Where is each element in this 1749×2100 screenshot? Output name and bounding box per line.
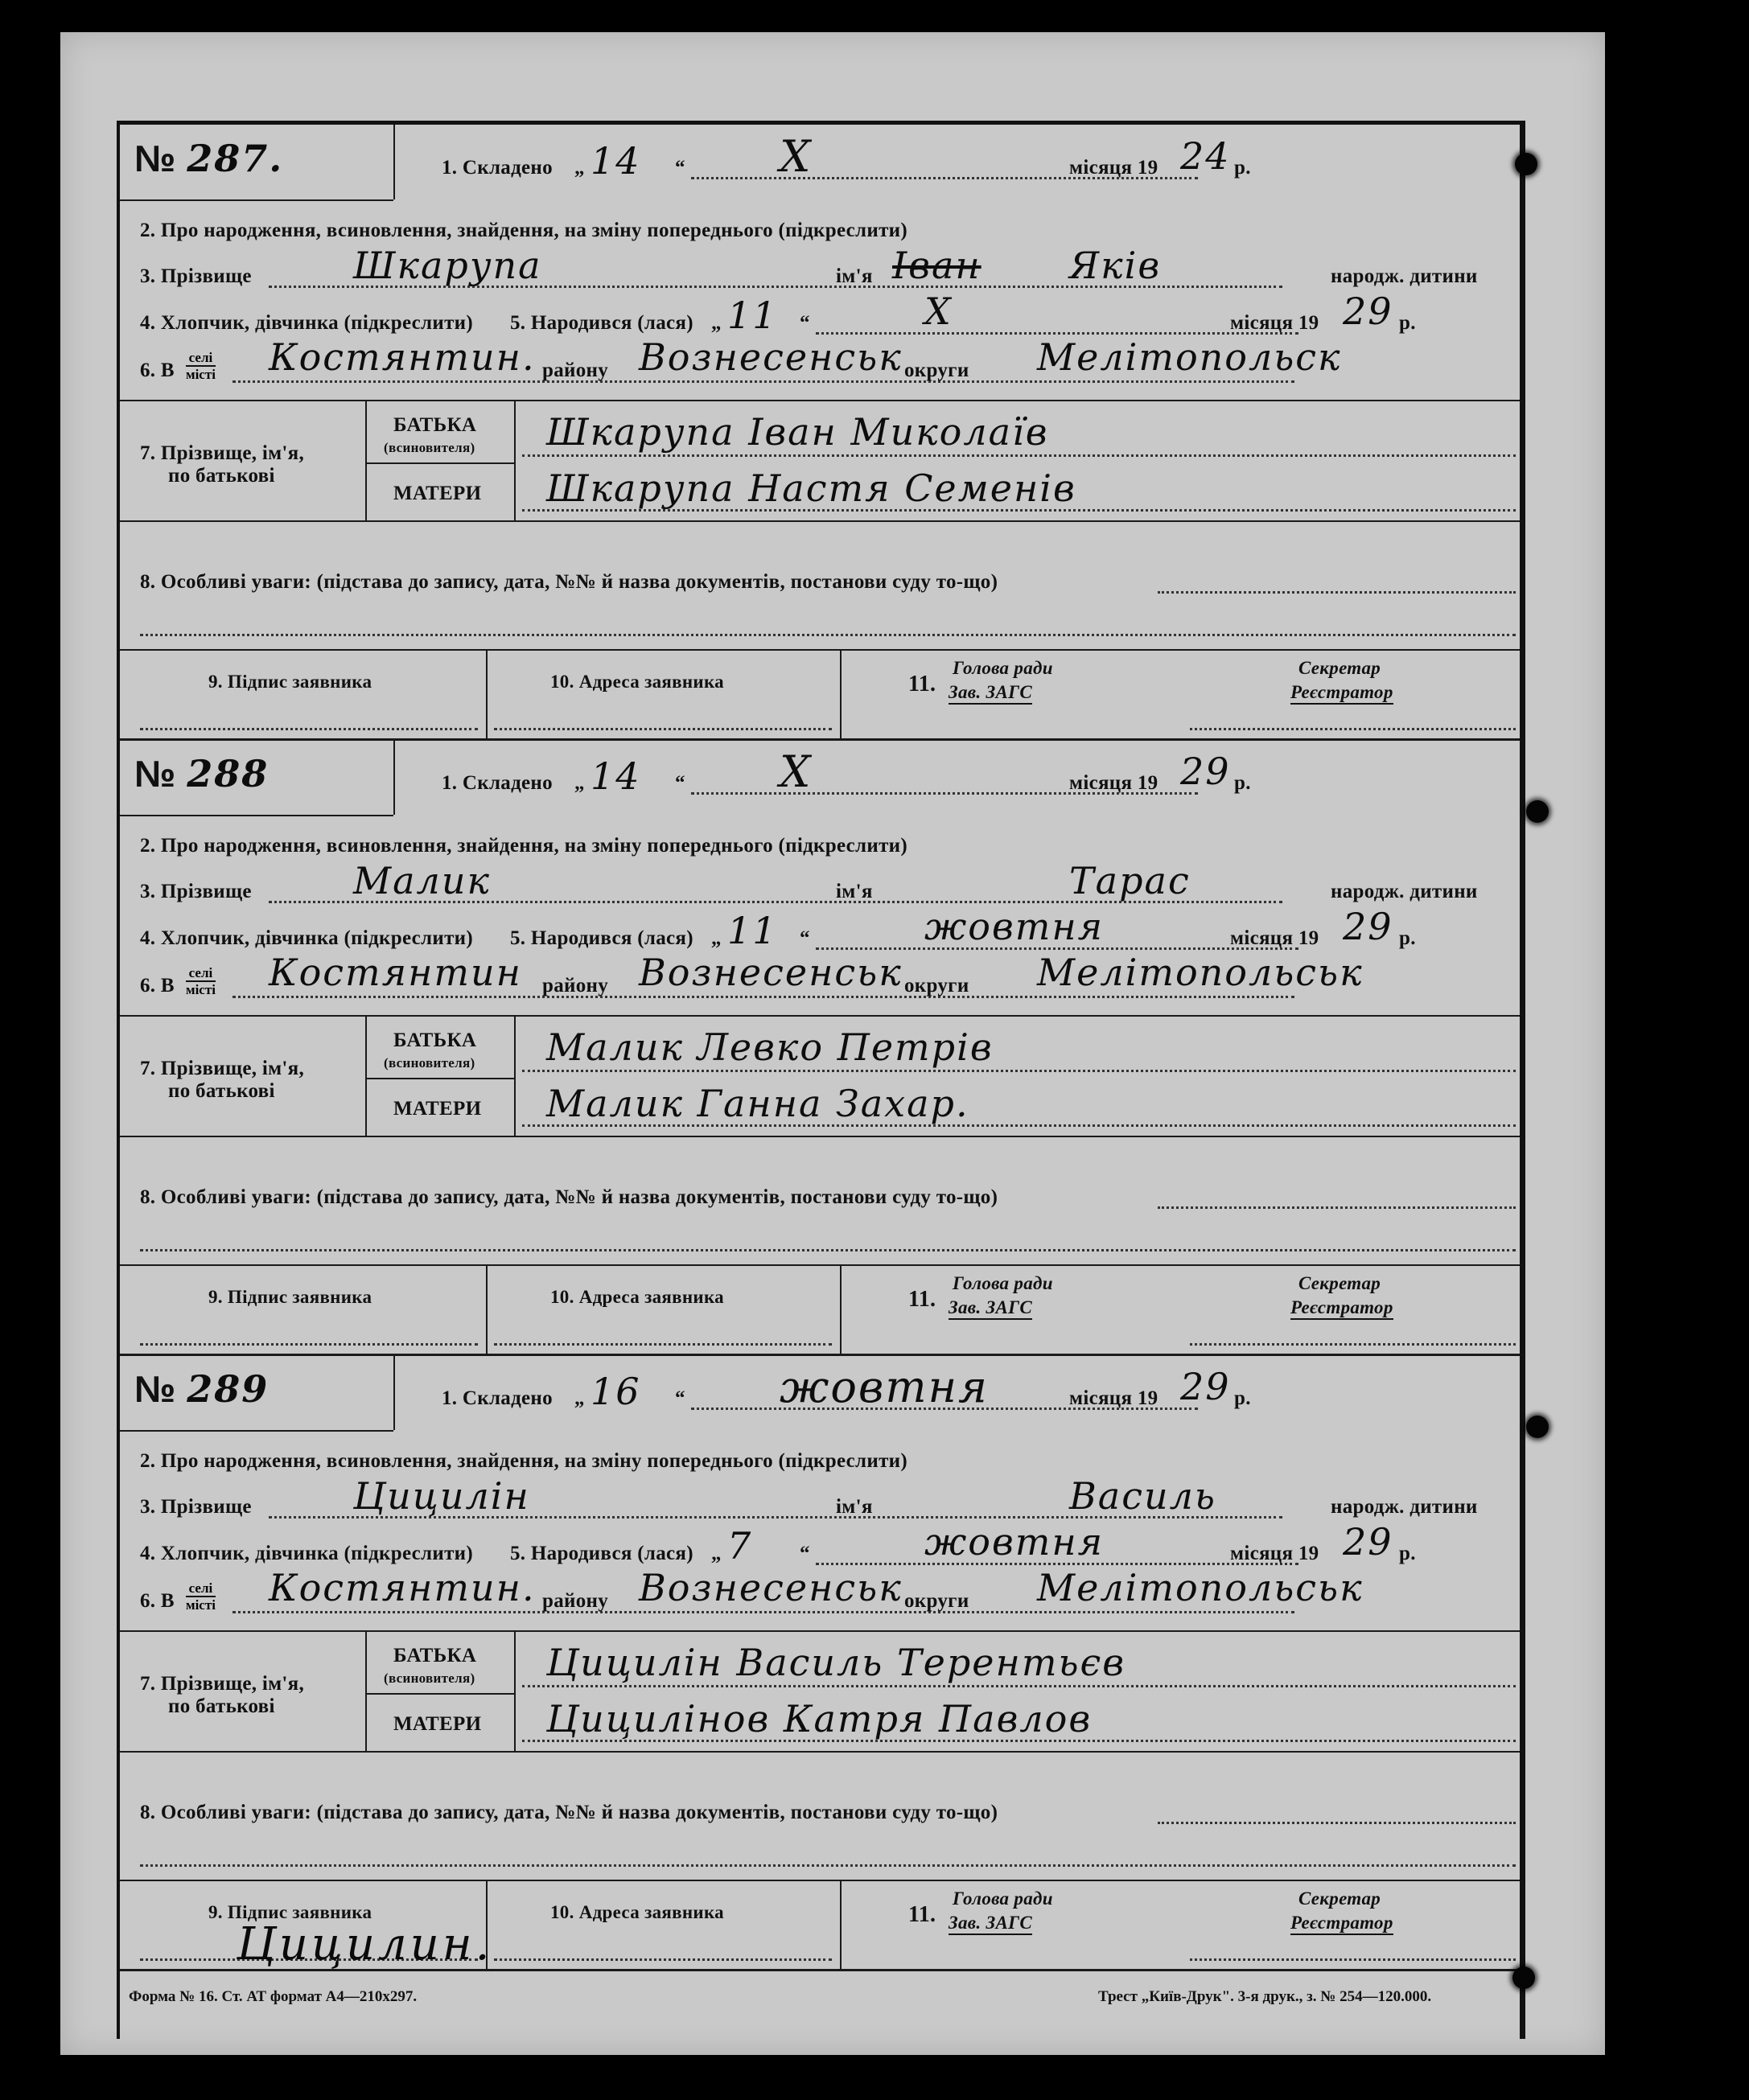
month-label: місяця 19 bbox=[1069, 157, 1158, 179]
birth-month: жовтня bbox=[924, 1520, 1105, 1564]
birth-month: жовтня bbox=[924, 905, 1105, 948]
pin-hole bbox=[1526, 800, 1549, 823]
child-name: Яків bbox=[1069, 244, 1162, 287]
child-surname: Цицилін bbox=[353, 1474, 530, 1518]
child-name: Тарас bbox=[1069, 859, 1191, 902]
record-number: 288 bbox=[187, 752, 270, 795]
composed-year: 24 bbox=[1180, 134, 1231, 178]
record-number-label: № 287. bbox=[134, 137, 284, 180]
birth-okruha: Мелітопольськ bbox=[1037, 1566, 1364, 1609]
composed-day: 14 bbox=[591, 139, 641, 183]
form-code: Форма № 16. Ст. АТ формат А4—210х297. bbox=[129, 1988, 418, 2005]
composed-year: 29 bbox=[1180, 1365, 1231, 1408]
remarks-label: 8. Особливі уваги: (підстава до запису, дата, №№ й назва документів, постанови суду то-що) bbox=[140, 1186, 998, 1208]
birth-okruha: Мелітопольск bbox=[1037, 335, 1342, 379]
printer-imprint: Трест „Київ-Друк". 3-я друк., з. № 254—120.000. bbox=[1098, 1988, 1432, 2005]
birth-year: 29 bbox=[1343, 905, 1393, 948]
birth-district: Вознесенськ bbox=[639, 335, 903, 379]
month-label: місяця 19 bbox=[1069, 772, 1158, 794]
birth-okruha: Мелітопольськ bbox=[1037, 951, 1364, 994]
birth-village: Костянтин. bbox=[269, 1566, 536, 1609]
remarks-label: 8. Особливі уваги: (підстава до запису, дата, №№ й назва документів, постанови суду то-що) bbox=[140, 1802, 998, 1823]
birth-month: X bbox=[924, 290, 953, 333]
record-3: № 289 1. Складено „ 16 “ жовтня місяця 19 29 р. 2. Про народження, всиновлення, знайдення, на зміну попереднього (підкреслити) 3. Прізвище Цицилін ім'я Василь народж. дитини 4. Хлопчик, дівчинка (підкреслити) 5. Народився (лася) „ 7 “ жовтня місяця 19 29 р. 6. В селі місті Костянтин. району Вознесенськ округи Мелітопольськ 7. Прізвище, ім'я, по батькові БАТЬКА (всиновителя) МАТЕРИ Цицилін Василь Терентьєв Цицилінов Катря Павлов 8. Особливі уваги: (підстава до запису, дата, №№ й назва документів, постанови суду то-що) 9. Підпис заявника 10. Адреса заявника 11. Голова ради Зав. ЗАГС Секретар Реєстратор bbox=[120, 1355, 1520, 1971]
mother-name: Цицилінов Катря Павлов bbox=[546, 1697, 1093, 1740]
mother-name: Шкарупа Настя Семенів bbox=[546, 466, 1076, 510]
birth-village: Костянтин bbox=[269, 951, 522, 994]
applicant-signature: Цицилин. bbox=[237, 1918, 493, 1971]
pin-hole bbox=[1512, 1966, 1535, 1989]
birth-village: Костянтин. bbox=[269, 335, 536, 379]
composed-label: 1. Складено bbox=[442, 772, 553, 794]
register-form bbox=[117, 121, 1525, 2039]
remarks-label: 8. Особливі уваги: (підстава до запису, дата, №№ й назва документів, постанови суду то-що) bbox=[140, 571, 998, 593]
composed-month: жовтня bbox=[780, 1362, 989, 1412]
composed-month: X bbox=[780, 746, 813, 797]
father-name: Шкарупа Іван Миколаїв bbox=[546, 410, 1049, 454]
birth-district: Вознесенськ bbox=[639, 951, 903, 994]
event-type-label: 2. Про народження, всиновлення, знайдення, на зміну попереднього (підкреслити) bbox=[140, 220, 907, 241]
composed-month: X bbox=[780, 131, 813, 182]
event-type-label: 2. Про народження, всиновлення, знайдення, на зміну попереднього (підкреслити) bbox=[140, 1450, 907, 1472]
composed-year: 29 bbox=[1180, 750, 1231, 793]
record-2: № 288 1. Складено „ 14 “ X місяця 19 29 р. 2. Про народження, всиновлення, знайдення, на зміну попереднього (підкреслити) 3. Прізвище Малик ім'я Тарас народж. дитини 4. Хлопчик, дівчинка (підкреслити) 5. Народився (лася) „ 11 “ жовтня місяця 19 29 р. 6. В селі місті Костянтин району Вознесенськ округи Мелітопольськ 7. Прізвище, ім'я, по батькові БАТЬКА (всиновителя) МАТЕРИ Малик Левко Петрів Малик Ганна Захар. 8. Особливі уваги: (підстава до запису, дата, №№ й назва документів, постанови суду то-що) 9. Підпис заявника 10. Адреса заявника 11. Голова ради Зав. ЗАГС Секретар Реєстратор bbox=[120, 740, 1520, 1355]
pin-hole bbox=[1515, 153, 1537, 175]
birth-district: Вознесенськ bbox=[639, 1566, 903, 1609]
child-surname: Шкарупа bbox=[353, 244, 542, 287]
pin-hole bbox=[1526, 1416, 1549, 1438]
birth-day: 11 bbox=[727, 294, 778, 337]
child-surname: Малик bbox=[353, 859, 491, 902]
composed-day: 16 bbox=[591, 1370, 641, 1413]
father-name: Малик Левко Петрів bbox=[546, 1025, 994, 1069]
birth-year: 29 bbox=[1343, 290, 1393, 333]
month-label: місяця 19 bbox=[1069, 1387, 1158, 1409]
composed-day: 14 bbox=[591, 754, 641, 798]
birth-day: 11 bbox=[727, 909, 778, 952]
child-name-struck: Іван bbox=[892, 244, 981, 287]
child-name: Василь bbox=[1069, 1474, 1216, 1518]
birth-year: 29 bbox=[1343, 1520, 1393, 1564]
composed-label: 1. Складено bbox=[442, 1387, 553, 1409]
record-number-label: № 288 bbox=[134, 752, 270, 795]
record-number: 287. bbox=[187, 137, 284, 180]
record-number-label: № 289 bbox=[134, 1367, 270, 1411]
father-name: Цицилін Василь Терентьєв bbox=[546, 1641, 1126, 1684]
record-number: 289 bbox=[187, 1367, 270, 1411]
event-type-label: 2. Про народження, всиновлення, знайдення, на зміну попереднього (підкреслити) bbox=[140, 835, 907, 857]
mother-name: Малик Ганна Захар. bbox=[546, 1082, 969, 1125]
composed-label: 1. Складено bbox=[442, 157, 553, 179]
birth-day: 7 bbox=[727, 1524, 753, 1568]
record-1: № 287. 1. Складено „ 14 “ X місяця 19 24 р. 2. Про народження, всиновлення, знайдення, на зміну попереднього (підкреслити) 3. Прізвище Шкарупа ім'я Іван Яків народж. дитини 4. Хлопчик, дівчинка (підкреслити) 5. Народився (лася) „ 11 “ X місяця 19 29 р. 6. В селі місті Костянтин. району Вознесенськ округи Мелітопольск 7. Прізвище, ім'я, по батькові БАТЬКА (всиновителя) МАТЕРИ Шкарупа Іван Миколаїв Шкарупа Настя Семенів 8. Особливі уваги: (підстава до запису, дата, №№ й назва документів, постанови суду то-що) 9. Підпис заявника 10. Адреса заявника 11. Голова ради Зав. ЗАГС Секретар Реєстратор bbox=[120, 125, 1520, 740]
document-page bbox=[60, 32, 1605, 2055]
